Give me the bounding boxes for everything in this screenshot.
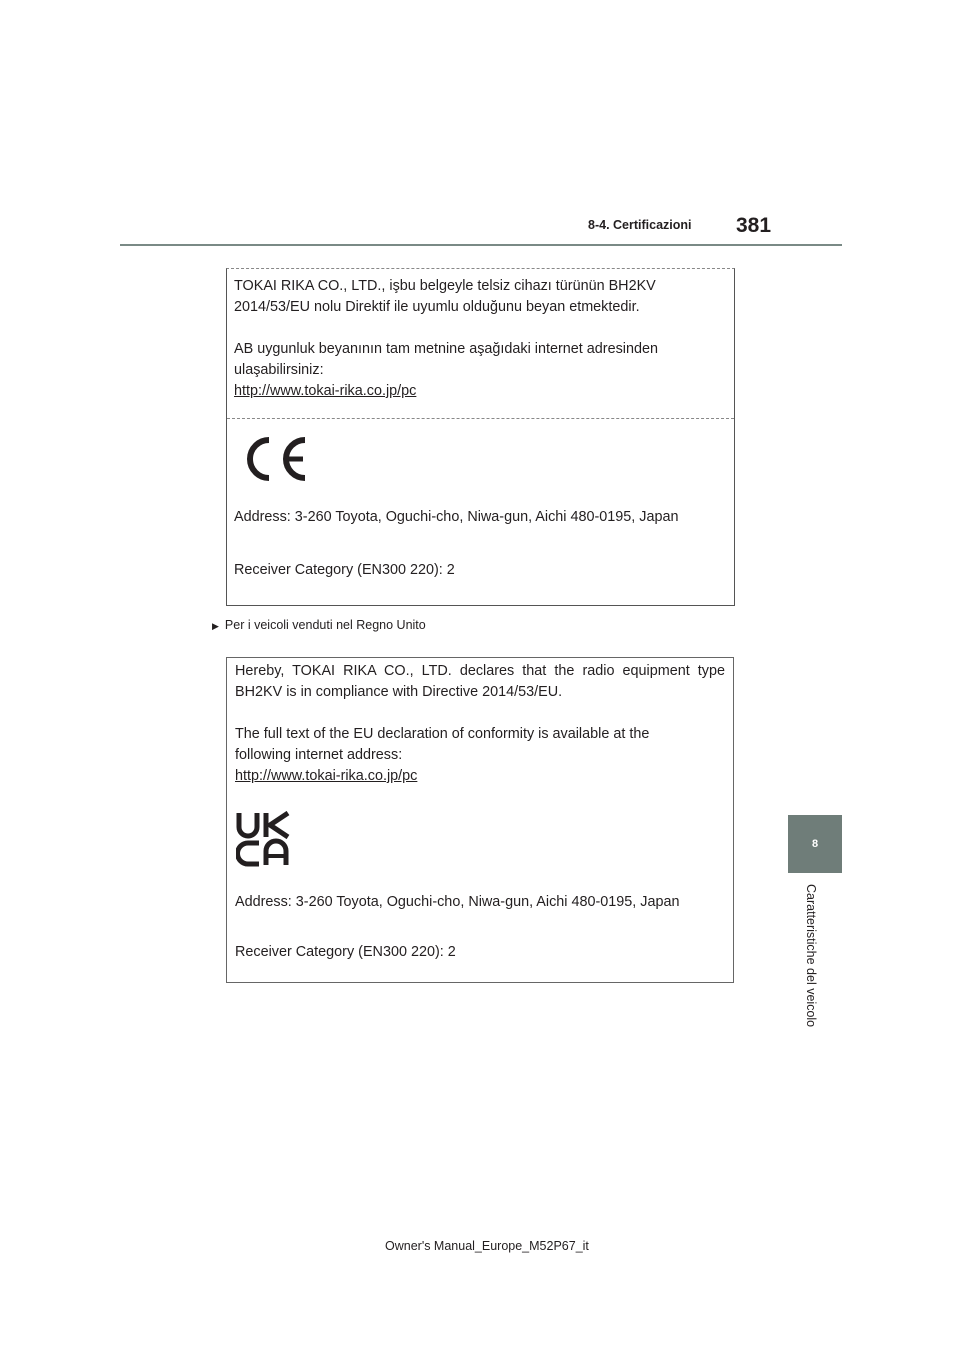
declaration-text-line: 2014/53/EU nolu Direktif ile uyumlu olduğunu beyan etmektedir. [234, 299, 640, 315]
bullet-text: Per i veicoli venduti nel Regno Unito [224, 618, 426, 632]
receiver-category: Receiver Category (EN300 220): 2 [235, 944, 456, 960]
header-rule [120, 244, 842, 246]
declaration-text-line: Hereby, TOKAI RIKA CO., LTD. declares that the radio equipment type [235, 663, 725, 679]
declaration-box-uk [226, 657, 734, 983]
declaration-text-line: The full text of the EU declaration of conformity is available at the [235, 726, 650, 742]
chapter-number: 8 [811, 838, 819, 850]
footer-document-id: Owner's Manual_Europe_M52P67_it [385, 1239, 589, 1253]
manufacturer-address: Address: 3-260 Toyota, Oguchi-cho, Niwa-gun, Aichi 480-0195, Japan [234, 509, 679, 525]
bullet-item [212, 618, 426, 632]
ce-mark-icon [241, 434, 311, 484]
manufacturer-address: Address: 3-260 Toyota, Oguchi-cho, Niwa-gun, Aichi 480-0195, Japan [235, 894, 680, 910]
declaration-link[interactable]: http://www.tokai-rika.co.jp/pc [234, 383, 417, 399]
declaration-text-line: following internet address: [235, 747, 403, 763]
declaration-box-eu [226, 268, 735, 606]
ukca-mark-icon [236, 811, 292, 867]
page-number: 381 [736, 214, 772, 237]
declaration-text-line: TOKAI RIKA CO., LTD., işbu belgeyle telsiz cihazı türünün BH2KV [234, 278, 656, 294]
triangle-bullet-icon: ▶ [212, 621, 219, 631]
section-title: 8-4. Certificazioni [588, 218, 692, 232]
declaration-link[interactable]: http://www.tokai-rika.co.jp/pc [235, 768, 418, 784]
chapter-tab[interactable] [788, 815, 842, 873]
receiver-category: Receiver Category (EN300 220): 2 [234, 562, 455, 578]
declaration-text-line: BH2KV is in compliance with Directive 2014/53/EU. [235, 684, 563, 700]
declaration-text-line: ulaşabilirsiniz: [234, 362, 324, 378]
chapter-side-label: Caratteristiche del veicolo [804, 884, 818, 1028]
box-divider [227, 418, 734, 419]
declaration-text-line: AB uygunluk beyanının tam metnine aşağıdaki internet adresinden [234, 341, 658, 357]
